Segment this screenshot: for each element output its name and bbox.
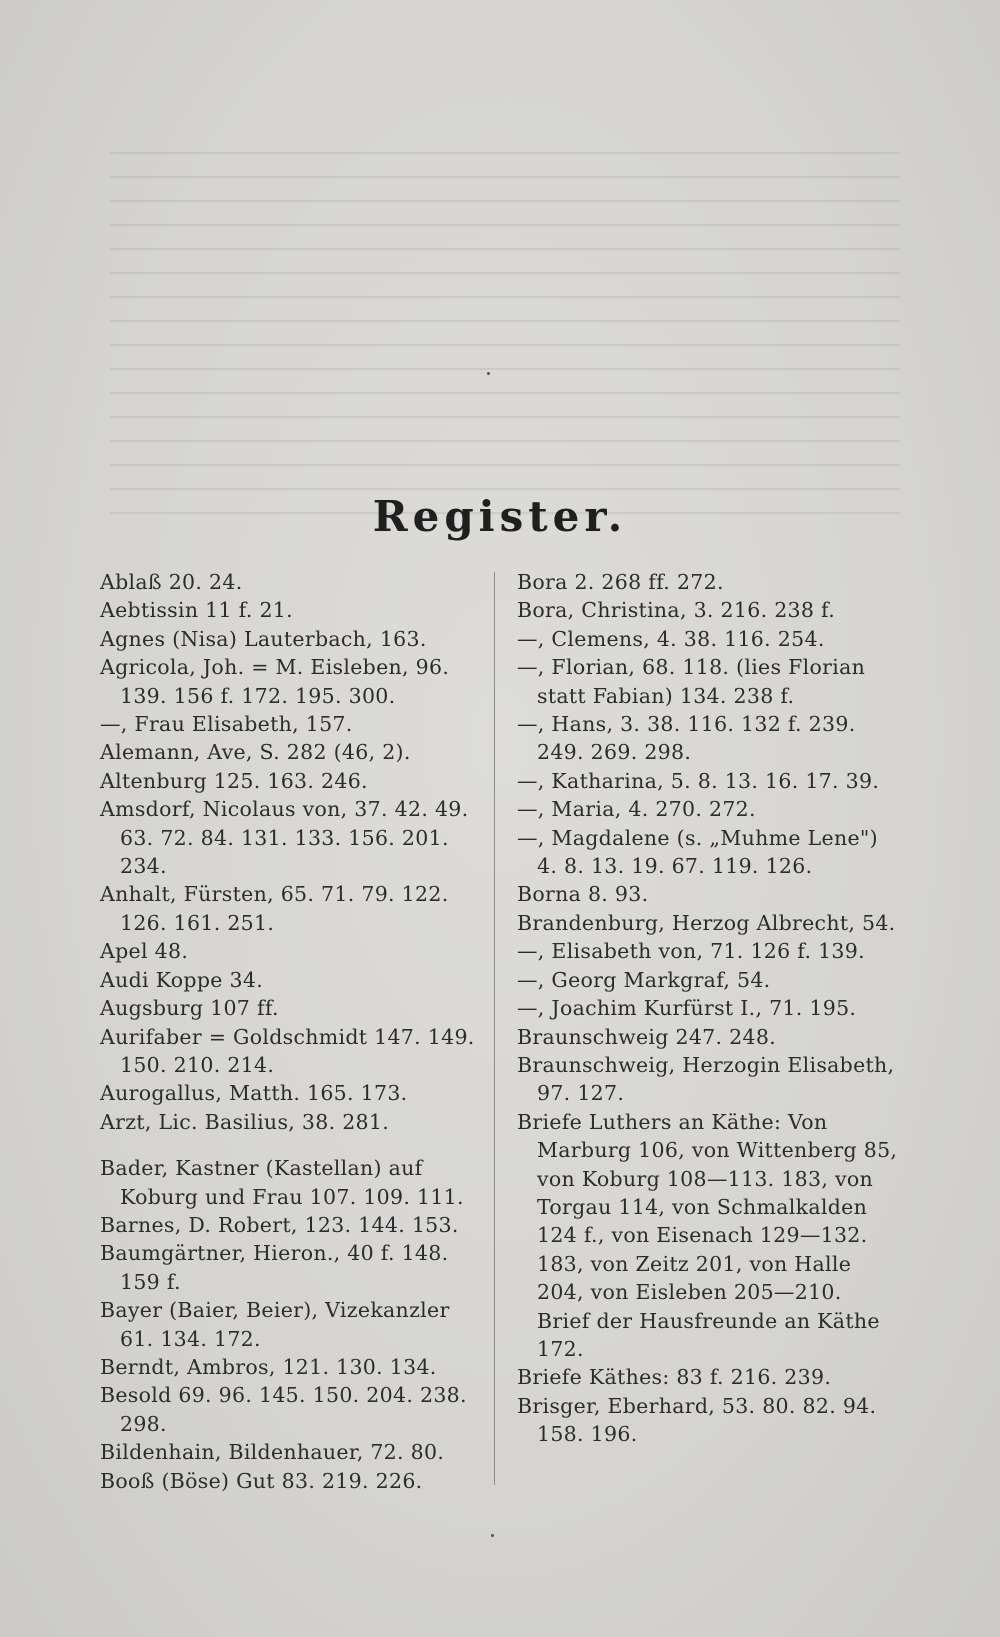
index-entry: Brisger, Eberhard, 53. 80. 82. 94. 158. 196.	[517, 1393, 877, 1447]
index-entry: —, Magdalene (s. „Muhme Lene") 4. 8. 13. 19. 67. 119. 126.	[517, 825, 878, 879]
index-entry: Audi Koppe 34.	[100, 967, 264, 992]
index-entry: Anhalt, Fürsten, 65. 71. 79. 122. 126. 161. 251.	[100, 882, 449, 935]
index-entry: Barnes, D. Robert, 123. 144. 153.	[100, 1212, 459, 1237]
index-entry: Altenburg 125. 163. 246.	[100, 768, 368, 793]
index-entry: Briefe Käthes: 83 f. 216. 239.	[517, 1365, 832, 1390]
index-entry: Berndt, Ambros, 121. 130. 134.	[100, 1354, 437, 1379]
index-entry: Baumgärtner, Hieron., 40 f. 148. 159 f.	[100, 1241, 449, 1294]
index-entry: Agnes (Nisa) Lauterbach, 163.	[100, 626, 427, 651]
index-entry: Bader, Kastner (Kastellan) auf Koburg und Frau 107. 109. 111.	[100, 1156, 464, 1209]
index-entry: Besold 69. 96. 145. 150. 204. 238. 298.	[100, 1383, 467, 1436]
page-title: Register.	[372, 492, 628, 541]
index-entry: Aebtissin 11 f. 21.	[100, 598, 293, 623]
left-column	[100, 568, 480, 1495]
right-column	[517, 568, 899, 1449]
index-entry: Aurifaber = Goldschmidt 147. 149. 150. 210. 214.	[100, 1024, 475, 1077]
index-entry: —, Elisabeth von, 71. 126 f. 139.	[517, 939, 865, 964]
column-divider	[494, 572, 495, 1485]
index-entry: Alemann, Ave, S. 282 (46, 2).	[100, 740, 411, 765]
index-entry: Brandenburg, Herzog Albrecht, 54.	[517, 910, 896, 935]
index-entry: Arzt, Lic. Basilius, 38. 281.	[100, 1109, 390, 1134]
paper-speck	[491, 1534, 494, 1537]
index-entry: —, Joachim Kurfürst I., 71. 195.	[517, 996, 857, 1021]
index-entry: —, Katharina, 5. 8. 13. 16. 17. 39.	[517, 768, 880, 793]
index-entry: Apel 48.	[100, 939, 189, 964]
index-entry: —, Florian, 68. 118. (lies Florian statt Fabian) 134. 238 f.	[517, 655, 866, 708]
index-entry: Bildenhain, Bildenhauer, 72. 80.	[100, 1440, 445, 1465]
index-entry: Booß (Böse) Gut 83. 219. 226.	[100, 1468, 423, 1493]
index-entry: —, Clemens, 4. 38. 116. 254.	[517, 626, 825, 651]
index-entry: Briefe Luthers an Käthe: Von Marburg 106, von Wittenberg 85, von Koburg 108—113. 183, von Torgau 114, von Schmalkalden 124 f., von Eisenach 129—132. 183, von Zeitz 201, von Halle 204, von Eisleben 205—210. Brief der Hausfreunde an Käthe 172.	[517, 1109, 898, 1361]
index-entry: —, Hans, 3. 38. 116. 132 f. 239. 249. 269. 298.	[517, 712, 856, 765]
index-entry: Borna 8. 93.	[517, 882, 649, 907]
index-entry: Augsburg 107 ff.	[100, 996, 279, 1021]
index-entry: Ablaß 20. 24.	[100, 570, 243, 594]
index-entry: Braunschweig 247. 248.	[517, 1024, 776, 1049]
index-entry: Agricola, Joh. = M. Eisleben, 96. 139. 156 f. 172. 195. 300.	[100, 655, 450, 708]
index-entry: Aurogallus, Matth. 165. 173.	[100, 1081, 408, 1106]
index-entry: Bora, Christina, 3. 216. 238 f.	[517, 598, 836, 623]
index-entry: Braunschweig, Herzogin Elisabeth, 97. 127.	[517, 1052, 895, 1106]
index-entry: Bayer (Baier, Beier), Vizekanzler 61. 134. 172.	[100, 1298, 450, 1351]
index-entry: Amsdorf, Nicolaus von, 37. 42. 49. 63. 72. 84. 131. 133. 156. 201. 234.	[100, 797, 469, 879]
index-entry: —, Georg Markgraf, 54.	[517, 967, 771, 992]
paper-speck	[487, 372, 490, 375]
index-entry: —, Maria, 4. 270. 272.	[517, 797, 756, 822]
index-entry: —, Frau Elisabeth, 157.	[100, 712, 353, 737]
index-entry: Bora 2. 268 ff. 272.	[517, 570, 724, 594]
